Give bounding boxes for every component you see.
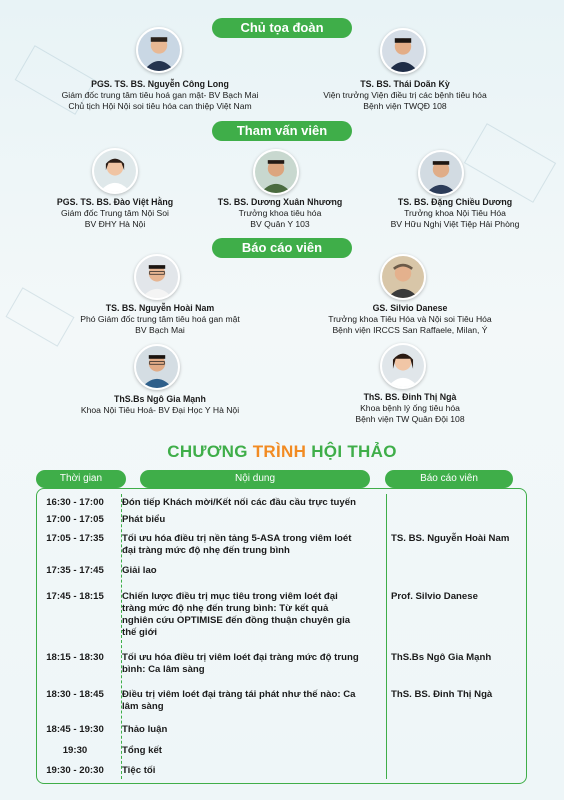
person-affiliation: Bệnh viện TW Quân Đội 108	[355, 414, 465, 424]
row-speaker: Prof. Silvio Danese	[391, 591, 478, 602]
row-time: 18:15 - 18:30	[46, 652, 104, 663]
row-time: 19:30	[62, 745, 88, 756]
avatar	[253, 149, 299, 195]
person-name: GS. Silvio Danese	[372, 303, 448, 313]
person-title: Trưởng khoa Nội Tiêu Hóa	[404, 208, 506, 218]
person-name: ThS. BS. Đinh Thị Ngà	[363, 392, 457, 402]
person-affiliation: Chủ tịch Hội Nội soi tiêu hóa can thiệp Việt Nam	[68, 101, 252, 111]
consultant-card-2	[205, 197, 355, 230]
person-name: TS. BS. Thái Doãn Kỳ	[360, 79, 450, 89]
row-content: Chiến lược điều trị mục tiêu trong viêm loét đại tràng mức độ nhẹ đến trung bình: Từ kết quả nghiên cứu OPTIMISE đến đồng thuận chuyên gia thế giới	[122, 591, 351, 638]
program-title: CHƯƠNG TRÌNH HỘI THẢO	[167, 442, 397, 461]
avatar	[380, 343, 426, 389]
person-affiliation: BV Hữu Nghị Việt Tiệp Hải Phòng	[390, 219, 520, 229]
column-header-content: Nội dung	[140, 470, 370, 488]
column-divider	[386, 494, 387, 779]
consultant-card-3	[360, 197, 550, 230]
person-title: Phó Giám đốc trung tâm tiêu hoá gan mật	[80, 314, 240, 324]
avatar	[418, 150, 464, 196]
person-portrait-icon	[382, 345, 424, 387]
person-portrait-icon	[136, 346, 178, 388]
person-portrait-icon	[382, 256, 424, 298]
person-portrait-icon	[136, 256, 178, 298]
chair-card-1	[20, 79, 300, 112]
speaker-card-4	[310, 392, 510, 425]
avatar	[134, 344, 180, 390]
avatar	[134, 254, 180, 300]
row-content: Phát biểu	[122, 514, 166, 525]
column-header-speaker: Báo cáo viên	[385, 470, 513, 488]
person-name: PGS. TS. BS. Đào Việt Hằng	[56, 197, 174, 207]
person-portrait-icon	[382, 30, 424, 72]
row-speaker: ThS. BS. Đinh Thị Ngà	[391, 689, 493, 700]
row-time: 17:00 - 17:05	[46, 514, 104, 525]
person-name: TS. BS. Đặng Chiều Dương	[397, 197, 513, 207]
person-title: Giám đốc trung tâm tiêu hoá gan mật- BV Bạch Mai	[61, 90, 259, 100]
row-time: 16:30 - 17:00	[46, 497, 104, 508]
person-name: TS. BS. Dương Xuân Nhương	[217, 197, 343, 207]
row-content: Tối ưu hóa điều trị nền tảng 5-ASA trong viêm loét đại tràng mức độ nhẹ đến trung bình	[122, 533, 352, 556]
row-speaker: ThS.Bs Ngô Gia Mạnh	[391, 652, 492, 663]
avatar	[380, 28, 426, 74]
row-time: 18:45 - 19:30	[46, 724, 104, 735]
avatar	[380, 254, 426, 300]
speaker-card-1	[40, 303, 280, 336]
person-affiliation: Bệnh viện IRCCS San Raffaele, Milan, Ý	[332, 325, 488, 335]
person-affiliation: BV ĐHY Hà Nội	[84, 219, 146, 229]
chair-card-2	[300, 79, 510, 112]
person-name: ThS.Bs Ngô Gia Mạnh	[114, 394, 206, 404]
person-name: TS. BS. Nguyễn Hoài Nam	[105, 303, 215, 313]
speaker-card-3	[50, 394, 270, 416]
section-heading-consultants: Tham vấn viên	[212, 121, 352, 141]
section-heading-speakers: Báo cáo viên	[212, 238, 352, 258]
person-portrait-icon	[420, 152, 462, 194]
avatar	[92, 148, 138, 194]
consultant-card-1	[40, 197, 190, 230]
person-affiliation: BV Quân Y 103	[250, 219, 310, 229]
column-header-time: Thời gian	[36, 470, 126, 488]
row-content: Giải lao	[122, 565, 157, 576]
person-portrait-icon	[94, 150, 136, 192]
person-affiliation: BV Bạch Mai	[135, 325, 185, 335]
row-content: Đón tiếp Khách mời/Kết nối các đầu cầu trực tuyến	[122, 497, 356, 508]
person-title: Khoa bệnh lý ống tiêu hóa	[360, 403, 460, 413]
person-name: PGS. TS. BS. Nguyễn Công Long	[91, 79, 229, 89]
section-heading-chairs: Chủ tọa đoàn	[212, 18, 352, 38]
row-content: Thảo luận	[122, 724, 168, 735]
speaker-card-2	[300, 303, 520, 336]
person-title: Viện trưởng Viện điều trị các bệnh tiêu hóa	[323, 90, 487, 100]
person-portrait-icon	[138, 29, 180, 71]
person-title: Giám đốc Trung tâm Nội Soi	[61, 208, 169, 218]
row-time: 18:30 - 18:45	[46, 689, 104, 700]
person-portrait-icon	[255, 151, 297, 193]
row-content: Tổng kết	[122, 745, 162, 756]
row-time: 17:35 - 17:45	[46, 565, 104, 576]
avatar	[136, 27, 182, 73]
row-time: 17:05 - 17:35	[46, 533, 104, 544]
person-title: Trưởng khoa Tiêu Hóa và Nội soi Tiêu Hóa	[328, 314, 492, 324]
person-title: Trưởng khoa tiêu hóa	[238, 208, 322, 218]
row-speaker: TS. BS. Nguyễn Hoài Nam	[391, 533, 510, 544]
row-content: Điều trị viêm loét đại tràng tái phát như thế nào: Ca lâm sàng	[122, 689, 356, 712]
row-content: Tiệc tối	[122, 765, 156, 776]
row-content: Tối ưu hóa điều trị viêm loét đại tràng mức độ trung bình: Ca lâm sàng	[122, 652, 359, 675]
row-time: 17:45 - 18:15	[46, 591, 104, 602]
row-time: 19:30 - 20:30	[46, 765, 104, 776]
person-title: Khoa Nội Tiêu Hoá- BV Đại Học Y Hà Nội	[80, 405, 240, 415]
person-affiliation: Bệnh viện TWQĐ 108	[363, 101, 447, 111]
background-hexagon	[464, 123, 556, 203]
